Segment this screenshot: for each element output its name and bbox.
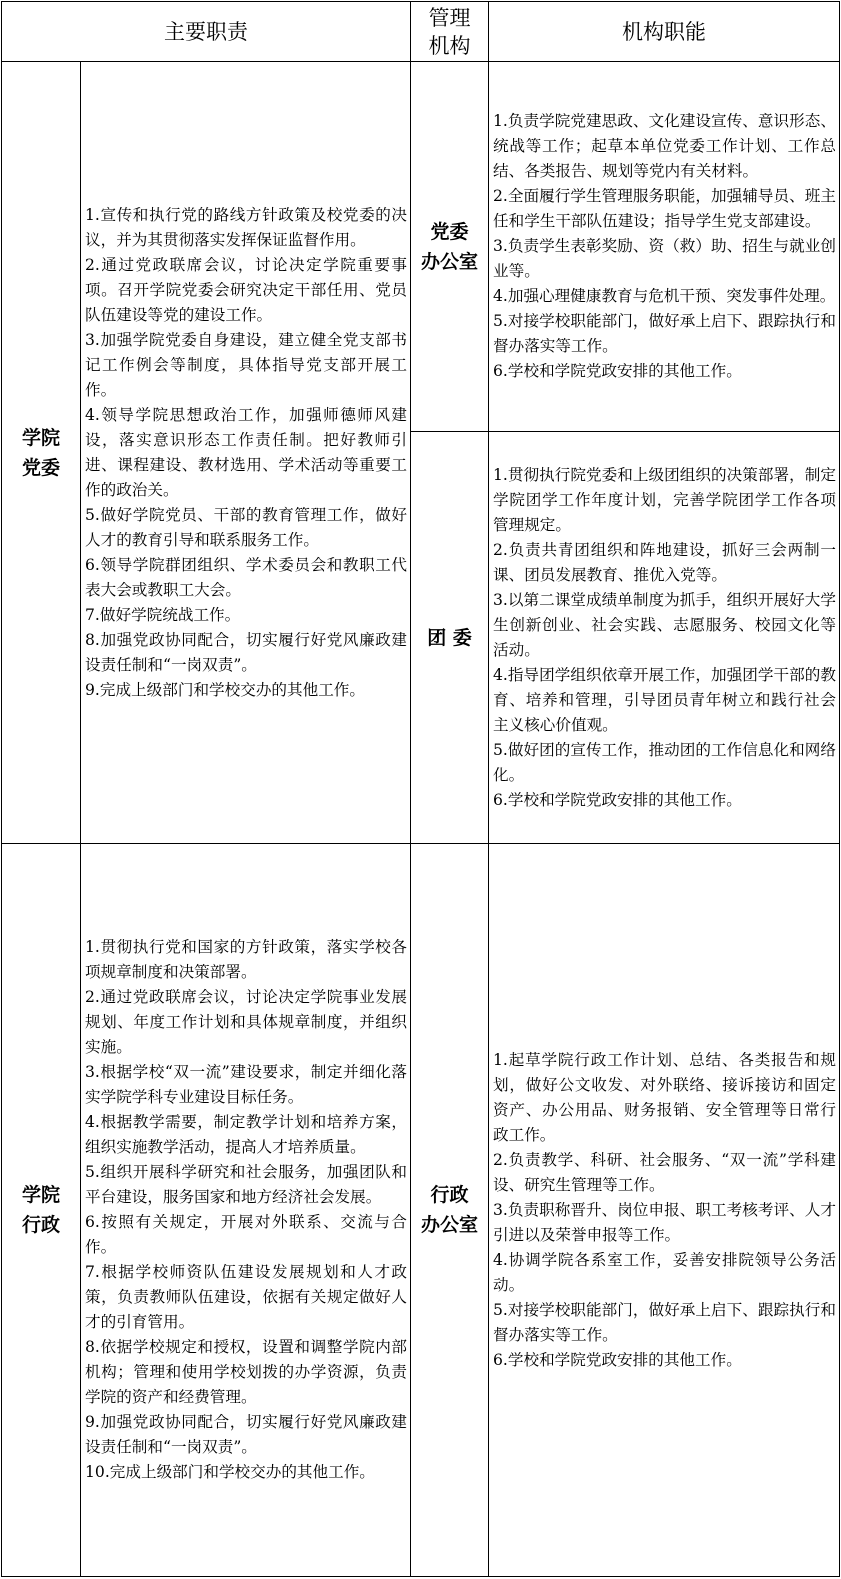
list-item: 2.负责教学、科研、社会服务、“双一流”学科建设、研究生管理等工作。: [493, 1150, 836, 1194]
org-name-youth-league: [411, 432, 489, 844]
list-item: 8.依据学校规定和授权，设置和调整学院内部机构；管理和使用学校划拨的办学资源，负责学院的资产和经费管理。: [85, 1338, 407, 1406]
table-header-row: [2, 2, 840, 62]
functions-list-youth-league: [489, 432, 840, 844]
table-row: [2, 62, 840, 432]
list-item: 3.根据学校“双一流”建设要求，制定并细化落实学院学科专业建设目标任务。: [85, 1063, 407, 1106]
list-item: 2.通过党政联席会议，讨论决定学院重要事项。召开学院党委会研究决定干部任用、党员队伍建设等党的建设工作。: [85, 255, 407, 324]
list-item: 7.根据学校师资队伍建设发展规划和人才政策，负责教师队伍建设，依据有关规定做好人才的引育管用。: [85, 1263, 407, 1331]
list-item: 6.学校和学院党政安排的其他工作。: [493, 790, 742, 809]
list-item: 6.学校和学院党政安排的其他工作。: [493, 362, 742, 380]
list-item: 9.完成上级部门和学校交办的其他工作。: [85, 680, 365, 699]
org-name-party-office: [411, 62, 489, 432]
section-label-line: 党委: [21, 456, 60, 479]
section-label-party: [2, 62, 81, 844]
list-item: 1.宣传和执行党的路线方针政策及校党委的决议，并为其贯彻落实发挥保证监督作用。: [85, 205, 407, 249]
list-item: 5.对接学校职能部门，做好承上启下、跟踪执行和督办落实等工作。: [493, 312, 836, 355]
section-label-line: 学院: [21, 1184, 60, 1206]
list-item: 6.学校和学院党政安排的其他工作。: [493, 1350, 742, 1369]
header-org: [411, 2, 489, 62]
list-item: 9.加强党政协同配合，切实履行好党风廉政建设责任制和“一岗双责”。: [85, 1413, 407, 1456]
section-label-line: 学院: [21, 426, 60, 449]
org-name-line: 团 委: [427, 626, 472, 649]
list-item: 4.领导学院思想政治工作，加强师德师风建设，落实意识形态工作责任制。把好教师引进、课程建设、教材选用、学术活动等重要工作的政治关。: [85, 405, 407, 499]
list-item: 3.负责学生表彰奖励、资（救）助、招生与就业创业等。: [493, 237, 836, 280]
list-item: 5.组织开展科学研究和社会服务，加强团队和平台建设，服务国家和地方经济社会发展。: [85, 1163, 407, 1206]
section-label-admin: [2, 844, 81, 1577]
list-item: 4.加强心理健康教育与危机干预、突发事件处理。: [493, 287, 836, 305]
functions-list-party-office: [489, 62, 840, 432]
table-row: [2, 844, 840, 1577]
list-item: 8.加强党政协同配合，切实履行好党风廉政建设责任制和“一岗双责”。: [85, 630, 407, 674]
functions-list-admin-office: [489, 844, 840, 1577]
list-item: 2.负责共青团组织和阵地建设，抓好三会两制一课、团员发展教育、推优入党等。: [493, 540, 836, 584]
list-item: 1.贯彻执行院党委和上级团组织的决策部署，制定学院团学工作年度计划，完善学院团学工作各项管理规定。: [493, 465, 836, 534]
list-item: 4.根据教学需要，制定教学计划和培养方案，组织实施教学活动，提高人才培养质量。: [85, 1113, 407, 1156]
org-name-line: 党委: [430, 220, 469, 243]
duties-list-admin: [81, 844, 411, 1577]
list-item: 7.做好学院统战工作。: [85, 605, 241, 624]
list-item: 2.通过党政联席会议，讨论决定学院事业发展规划、年度工作计划和具体规章制度，并组织实施。: [85, 988, 407, 1056]
list-item: 5.做好团的宣传工作，推动团的工作信息化和网络化。: [493, 740, 836, 784]
list-item: 4.协调学院各系室工作，妥善安排院领导公务活动。: [493, 1250, 836, 1294]
list-item: 4.指导团学组织依章开展工作，加强团学干部的教育、培养和管理，引导团员青年树立和践行社会主义核心价值观。: [493, 665, 836, 734]
org-name-line: 办公室: [420, 1214, 478, 1236]
section-label-line: 行政: [21, 1214, 60, 1236]
org-name-line: 行政: [430, 1184, 469, 1206]
responsibility-table: [1, 1, 840, 1577]
list-item: 5.做好学院党员、干部的教育管理工作，做好人才的教育引导和联系服务工作。: [85, 505, 407, 549]
list-item: 3.负责职称晋升、岗位申报、职工考核考评、人才引进以及荣誉申报等工作。: [493, 1200, 836, 1244]
list-item: 6.领导学院群团组织、学术委员会和教职工代表大会或教职工大会。: [85, 555, 407, 599]
org-name-admin-office: [411, 844, 489, 1577]
list-item: 2.全面履行学生管理服务职能，加强辅导员、班主任和学生干部队伍建设；指导学生党支部建设。: [493, 187, 836, 230]
list-item: 1.贯彻执行党和国家的方针政策，落实学校各项规章制度和决策部署。: [85, 938, 407, 981]
header-duties: 主要职责: [2, 2, 411, 62]
org-name-line: 办公室: [420, 250, 478, 273]
list-item: 5.对接学校职能部门，做好承上启下、跟踪执行和督办落实等工作。: [493, 1300, 836, 1344]
header-functions: 机构职能: [489, 2, 840, 62]
list-item: 6.按照有关规定，开展对外联系、交流与合作。: [85, 1213, 407, 1256]
duties-list-party: [81, 62, 411, 844]
list-item: 1.负责学院党建思政、文化建设宣传、意识形态、统战等工作；起草本单位党委工作计划、工作总结、各类报告、规划等党内有关材料。: [493, 112, 836, 180]
list-item: 3.加强学院党委自身建设，建立健全党支部书记工作例会等制度，具体指导党支部开展工作。: [85, 330, 407, 399]
header-org-line2: 机构: [428, 33, 471, 58]
header-org-line1: 管理: [428, 5, 471, 30]
list-item: 1.起草学院行政工作计划、总结、各类报告和规划，做好公文收发、对外联络、接诉接访和固定资产、办公用品、财务报销、安全管理等日常行政工作。: [493, 1050, 836, 1144]
list-item: 10.完成上级部门和学校交办的其他工作。: [85, 1463, 375, 1481]
list-item: 3.以第二课堂成绩单制度为抓手，组织开展好大学生创新创业、社会实践、志愿服务、校园文化等活动。: [493, 590, 836, 659]
